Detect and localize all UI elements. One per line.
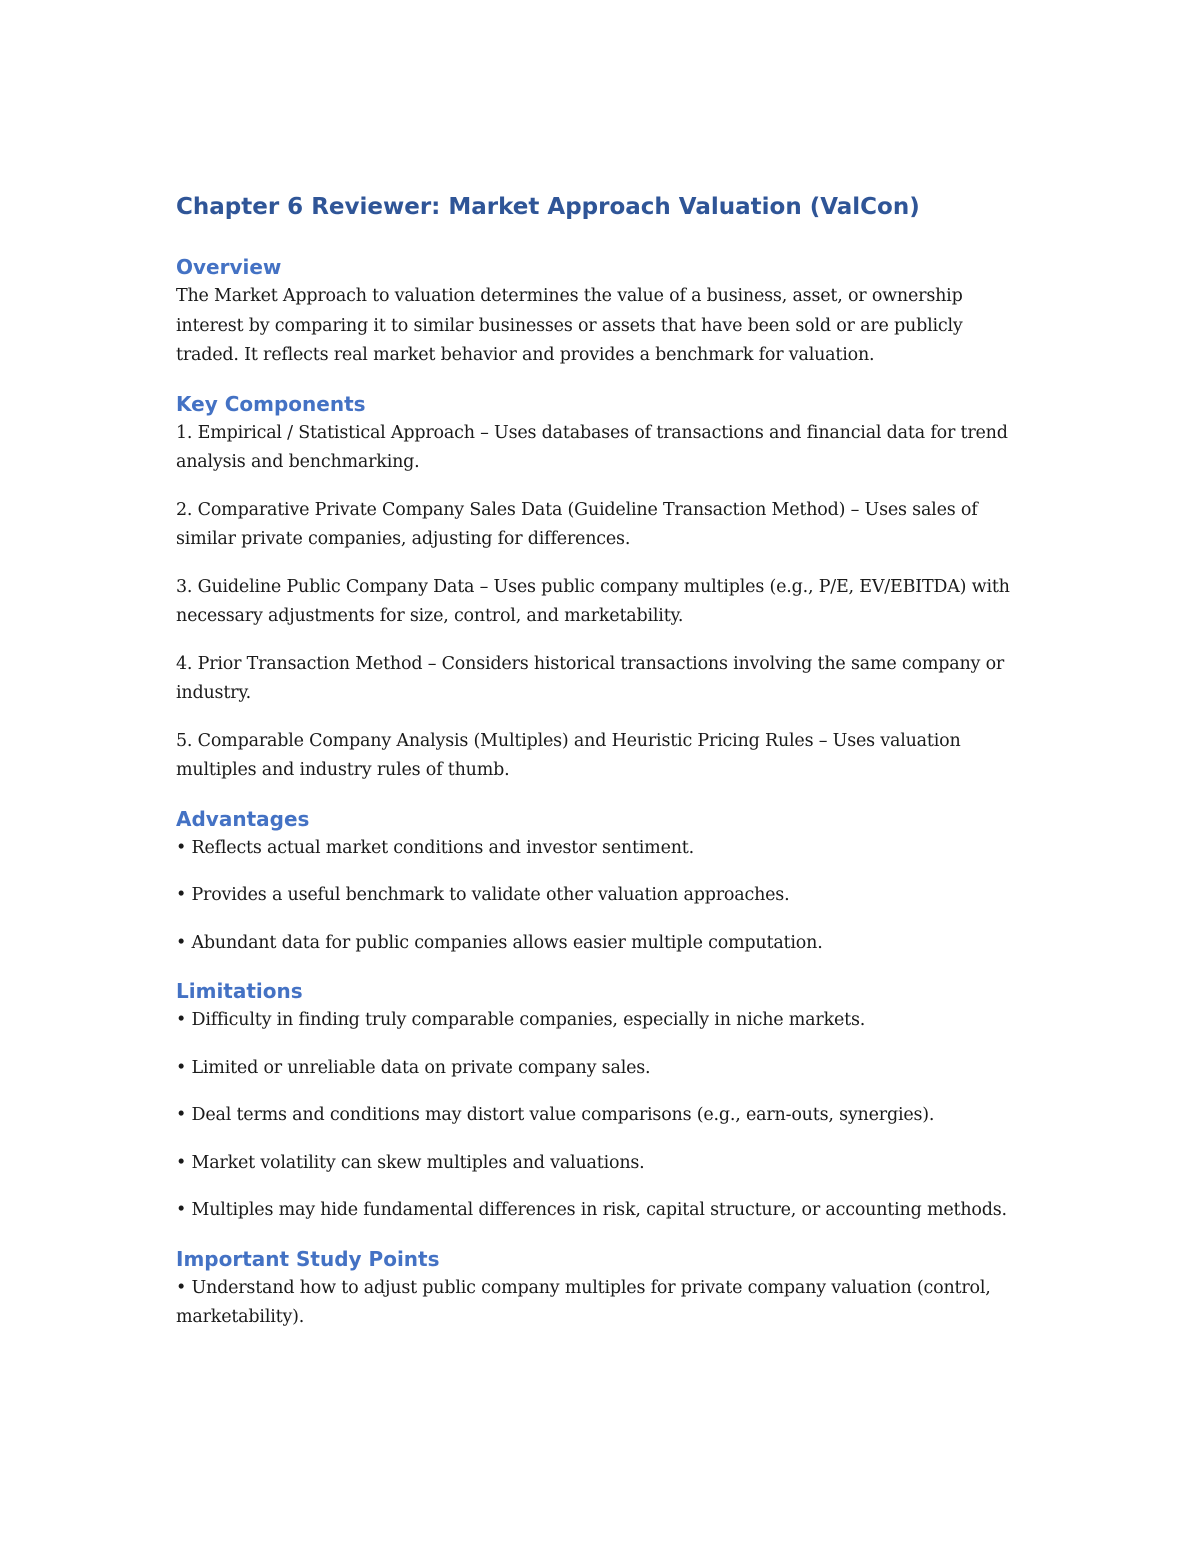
advantages-heading: Advantages [176, 806, 310, 831]
advantage-item: • Abundant data for public companies allows easier multiple computation. [176, 932, 823, 953]
limitations-section [176, 976, 1026, 1226]
limitation-item: • Limited or unreliable data on private company sales. [176, 1057, 651, 1078]
advantage-item: • Provides a useful benchmark to validate other valuation approaches. [176, 885, 790, 905]
key-component-item: 5. Comparable Company Analysis (Multiples) and Heuristic Pricing Rules – Uses valuation multiples and industry rules of thumb. [176, 730, 961, 780]
overview-heading: Overview [176, 255, 282, 279]
overview-section [176, 252, 1026, 371]
study-point-item: • Understand how to adjust public company multiples for private company valuation (control, marketability). [176, 1277, 991, 1327]
limitation-item: • Deal terms and conditions may distort value comparisons (e.g., earn-outs, synergies). [176, 1105, 935, 1125]
study-points-section [176, 1244, 1026, 1333]
key-component-item: 3. Guideline Public Company Data – Uses public company multiples (e.g., P/E, EV/EBITDA) with necessary adjustments for size, control, and marketability. [176, 576, 1010, 626]
document-body [176, 190, 1026, 1351]
key-components-heading: Key Components [176, 391, 366, 416]
study-points-heading: Important Study Points [176, 1246, 440, 1271]
overview-paragraph: The Market Approach to valuation determines the value of a business, asset, or ownership interest by comparing it to similar businesses or assets that have been sold or are publicly traded. It reflects real market behavior and provides a benchmark for valuation. [176, 286, 963, 365]
advantage-item: • Reflects actual market conditions and investor sentiment. [176, 837, 695, 858]
key-component-item: 1. Empirical / Statistical Approach – Uses databases of transactions and financial data for trend analysis and benchmarking. [176, 422, 1008, 472]
limitation-item: • Market volatility can skew multiples and valuations. [176, 1152, 645, 1173]
limitations-heading: Limitations [176, 979, 303, 1003]
limitation-item: • Difficulty in finding truly comparable companies, especially in niche markets. [176, 1010, 866, 1030]
key-components-section [176, 389, 1026, 786]
key-component-item: 2. Comparative Private Company Sales Data (Guideline Transaction Method) – Uses sales of similar private companies, adjusting for differences. [176, 499, 978, 549]
limitation-item: • Multiples may hide fundamental differences in risk, capital structure, or accounting methods. [176, 1200, 1007, 1220]
advantages-section [176, 804, 1026, 959]
document-title: Chapter 6 Reviewer: Market Approach Valuation (ValCon) [176, 194, 920, 220]
key-component-item: 4. Prior Transaction Method – Considers historical transactions involving the same company or industry. [176, 653, 1005, 703]
